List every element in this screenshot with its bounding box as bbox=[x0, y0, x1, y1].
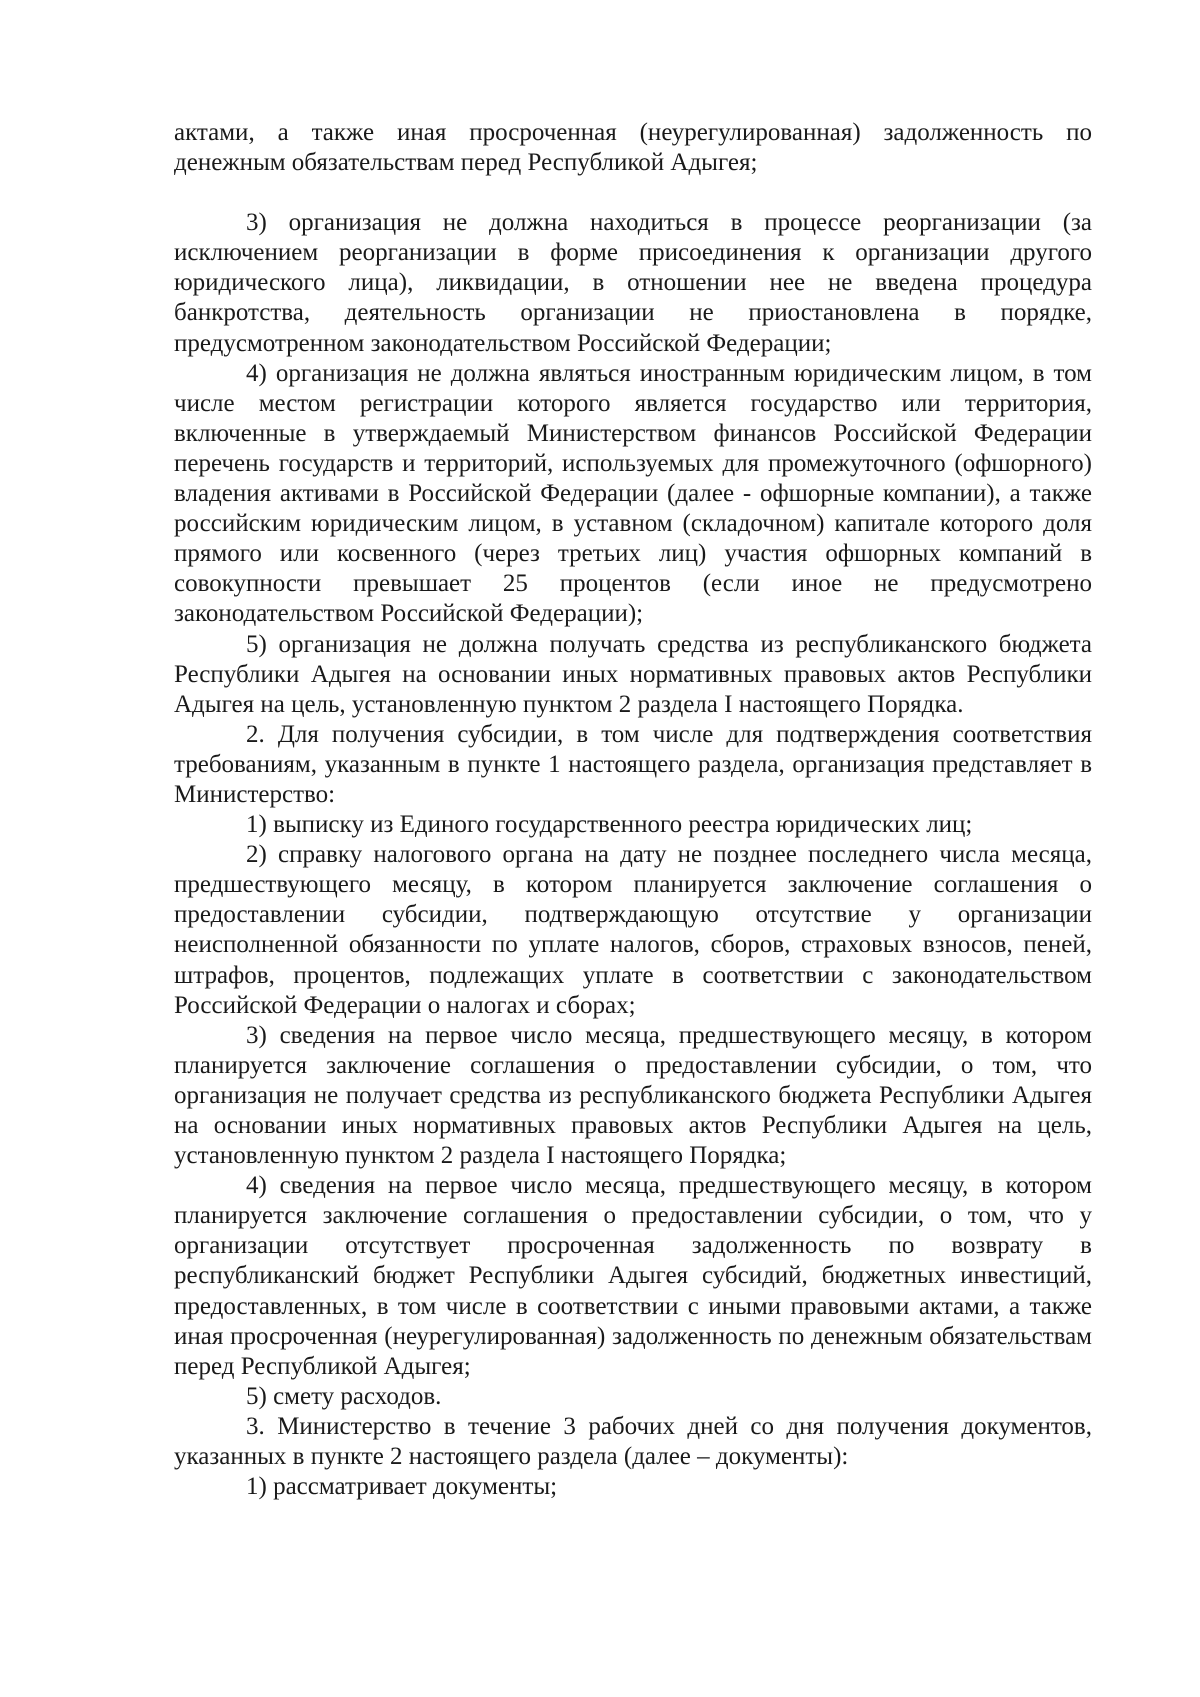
document-page bbox=[174, 118, 1092, 1502]
paragraph-4: 2. Для получения субсидии, в том числе для подтверждения соответствия требованиям, указанным в пункте 1 настоящего раздела, организация представляет в Министерство: bbox=[174, 720, 1092, 808]
paragraph-7: 3) сведения на первое число месяца, предшествующего месяцу, в котором планируется заключение соглашения о предоставлении субсидии, о том, что организация не получает средства из республиканского бюджета Республики Адыгея на основании иных нормативных правовых актов Республики Адыгея на цель, установленную пунктом 2 раздела I настоящего Порядка; bbox=[174, 1021, 1092, 1170]
paragraph-0: актами, а также иная просроченная (неурегулированная) задолженность по денежным обязательствам перед Республикой Адыгея; bbox=[174, 119, 1092, 177]
paragraph-6: 2) справку налогового органа на дату не позднее последнего числа месяца, предшествующего месяцу, в котором планируется заключение соглашения о предоставлении субсидии, подтверждающую отсутствие у организации неисполненной обязанности по уплате налогов, сборов, страховых взносов, пеней, штрафов, процентов, подлежащих уплате в соответствии с законодательством Российской Федерации о налогах и сборах; bbox=[174, 841, 1092, 1019]
paragraph-8: 4) сведения на первое число месяца, предшествующего месяцу, в котором планируется заключение соглашения о предоставлении субсидии, о том, что у организации отсутствует просроченная задолженность по возврату в республиканский бюджет Республики Адыгея субсидий, бюджетных инвестиций, предоставленных, в том числе в соответствии с иными правовыми актами, а также иная просроченная (неурегулированная) задолженность по денежным обязательствам перед Республикой Адыгея; bbox=[174, 1172, 1092, 1380]
paragraph-2: 4) организация не должна являться иностранным юридическим лицом, в том числе местом регистрации которого является государство или территория, включенные в утверждаемый Министерством финансов Российской Федерации перечень государств и территорий, используемых для промежуточного (офшорного) владения активами в Российской Федерации (далее - офшорные компании), а также российским юридическим лицом, в уставном (складочном) капитале которого доля прямого или косвенного (через третьих лиц) участия офшорных компаний в совокупности превышает 25 процентов (если иное не предусмотрено законодательством Российской Федерации); bbox=[174, 359, 1092, 628]
paragraph-5: 1) выписку из Единого государственного реестра юридических лиц; bbox=[246, 811, 973, 839]
paragraph-9: 5) смету расходов. bbox=[246, 1382, 442, 1410]
paragraph-gap bbox=[174, 178, 1092, 208]
paragraph-10: 3. Министерство в течение 3 рабочих дней со дня получения документов, указанных в пункте 2 настоящего раздела (далее – документы): bbox=[174, 1412, 1092, 1471]
paragraph-11: 1) рассматривает документы; bbox=[246, 1473, 558, 1501]
paragraph-3: 5) организация не должна получать средства из республиканского бюджета Республики Адыгея на основании иных нормативных правовых актов Республики Адыгея на цель, установленную пунктом 2 раздела I настоящего Порядка. bbox=[174, 630, 1092, 718]
paragraph-1: 3) организация не должна находиться в процессе реорганизации (за исключением реорганизации в форме присоединения к организации другого юридического лица), ликвидации, в отношении нее не введена процедура банкротства, деятельность организации не приостановлена в порядке, предусмотренном законодательством Российской Федерации; bbox=[174, 209, 1092, 357]
